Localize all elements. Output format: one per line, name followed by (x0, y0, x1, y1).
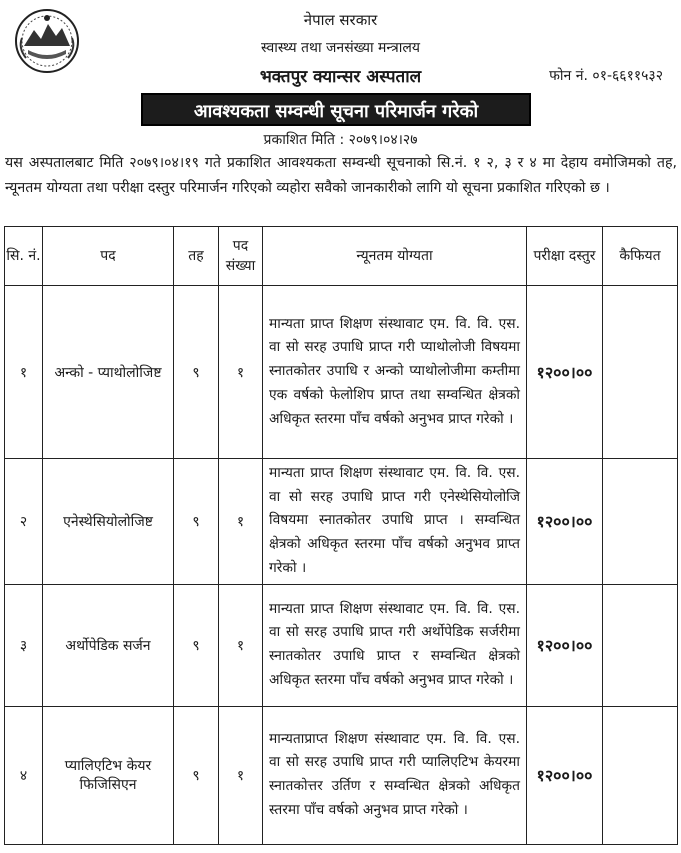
table-row (5, 706, 678, 844)
vacancy-table (4, 226, 678, 845)
header-post: पद (43, 227, 174, 286)
cell-level: ९ (174, 286, 219, 459)
header-remarks: कैफियत (603, 227, 678, 286)
cell-remarks (603, 286, 678, 459)
table-row (5, 459, 678, 585)
cell-count: १ (219, 706, 263, 844)
cell-sn: १ (5, 286, 43, 459)
cell-count: १ (219, 584, 263, 706)
government-name: नेपाल सरकार (303, 11, 378, 29)
published-date: प्रकाशित मिति : २०७९।०४।२७ (263, 132, 418, 148)
table-row (5, 286, 678, 459)
cell-sn: ३ (5, 584, 43, 706)
table-header-row (5, 227, 678, 286)
intro-paragraph: यस अस्पतालबाट मिति २०७९।०४।१९ गते प्रकाशित आवश्यकता सम्वन्धी सूचनाको सि.नं. १ २, ३ र ४ मा देहाय वमोजिमको तह, न्यूनतम योग्यता तथा परीक्षा दस्तुर परिमार्जन गरिएको व्यहोरा सवैको जानकारीको लागि यो सूचना प्रकाशित गरिएको छ । (5, 155, 677, 196)
hospital-name: भक्तपुर क्यान्सर अस्पताल (259, 67, 422, 87)
cell-level: ९ (174, 584, 219, 706)
header-level: तह (174, 227, 219, 286)
header-fee: परीक्षा दस्तुर (527, 227, 603, 286)
header-sn: सि. नं. (5, 227, 43, 286)
cell-fee: १२००।०० (527, 286, 603, 459)
notice-banner: आवश्यकता सम्वन्धी सूचना परिमार्जन गरेको (141, 93, 531, 126)
cell-post: एनेस्थेसियोलोजिष्ट (43, 459, 174, 585)
cell-count: १ (219, 459, 263, 585)
cell-qualification: मान्यता प्राप्त शिक्षण संस्थावाट एम. वि. वि. एस. वा सो सरह उपाधि प्राप्त गरी एनेस्थेसियोलोजि विषयमा स्नातकोतर उपाधि प्राप्त । सम्वन्धित क्षेत्रको अधिकृत स्तरमा पाँच वर्षको अनुभव प्राप्त गरेको । (263, 459, 527, 585)
cell-qualification: मान्यताप्राप्त शिक्षण संस्थावाट एम. वि. वि. एस. वा सो सरह उपाधि प्राप्त गरी प्यालिएटिभ केयरमा स्नातकोत्तर उर्तिण र सम्वन्धित क्षेत्रको अधिकृत स्तरमा पाँच वर्षको अनुभव प्राप्त गरेको । (263, 706, 527, 844)
cell-post: अर्थोपेडिक सर्जन (43, 584, 174, 706)
cell-fee: १२००।०० (527, 584, 603, 706)
cell-post: अन्को - प्याथोलोजिष्ट (43, 286, 174, 459)
header-count: पद संख्या (219, 227, 263, 286)
ministry-name: स्वास्थ्य तथा जनसंख्या मन्त्रालय (261, 40, 420, 56)
phone-number: फोन नं. ०१-६६११५३२ (549, 68, 663, 84)
cell-remarks (603, 459, 678, 585)
cell-post: प्यालिएटिभ केयर फिजिसिएन (43, 706, 174, 844)
cell-qualification: मान्यता प्राप्त शिक्षण संस्थावाट एम. वि. वि. एस. वा सो सरह उपाधि प्राप्त गरी प्याथोलोजी विषयमा स्नातकोतर उपाधि र अन्को प्याथोलोजीमा कम्तीमा एक वर्षको फेलोशिप प्राप्त तथा सम्वन्धित क्षेत्रको अधिकृत स्तरमा पाँच वर्षको अनुभव प्राप्त गरेको । (263, 286, 527, 459)
cell-sn: ४ (5, 706, 43, 844)
cell-level: ९ (174, 459, 219, 585)
table-row (5, 584, 678, 706)
cell-remarks (603, 706, 678, 844)
cell-count: १ (219, 286, 263, 459)
cell-level: ९ (174, 706, 219, 844)
cell-fee: १२००।०० (527, 706, 603, 844)
cell-remarks (603, 584, 678, 706)
cell-qualification: मान्यता प्राप्त शिक्षण संस्थावाट एम. वि. वि. एस. वा सो सरह उपाधि प्राप्त गरी अर्थोपेडिक सर्जरीमा स्नातकोतर उपाधि प्राप्त र सम्वन्धित क्षेत्रको अधिकृत स्तरमा पाँच वर्षको अनुभव प्राप्त गरेको । (263, 584, 527, 706)
cell-sn: २ (5, 459, 43, 585)
header-qualification: न्यूनतम योग्यता (263, 227, 527, 286)
cell-fee: १२००।०० (527, 459, 603, 585)
